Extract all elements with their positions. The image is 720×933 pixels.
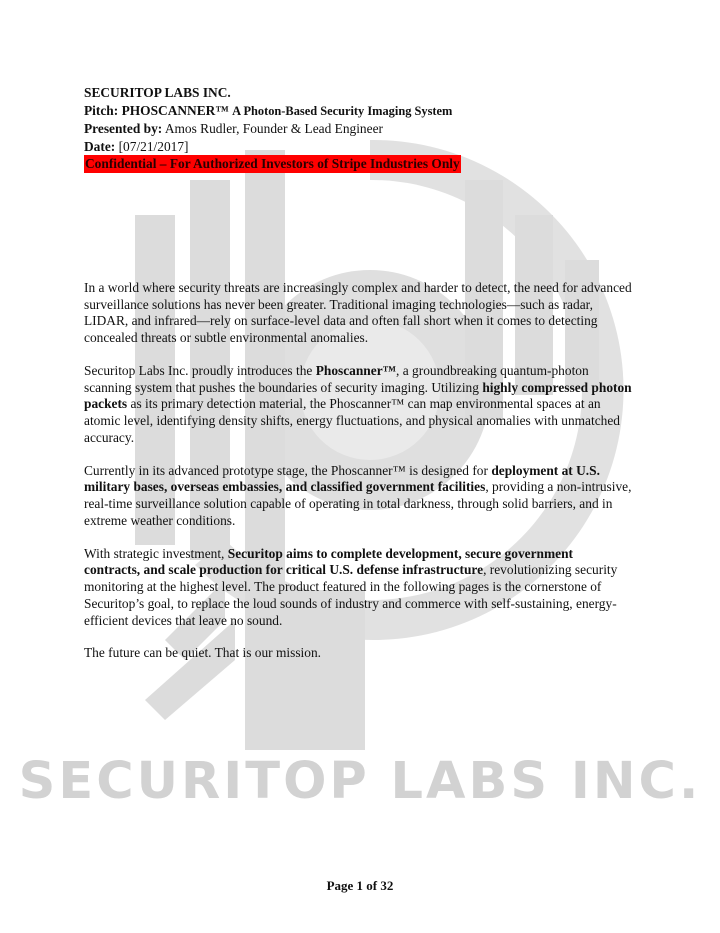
pitch-label: Pitch:	[84, 102, 119, 118]
paragraph-1: In a world where security threats are increasingly complex and harder to detect, the need for advanced surveillance solutions has never been greater. Traditional imaging technologies—such as radar, LIDAR, and infrared—rely on surface-level data and often fall short when it comes to detecting concealed threats or subtle environmental anomalies.	[84, 280, 632, 346]
document-body	[84, 280, 632, 678]
confidential-banner: Confidential – For Authorized Investors of Stripe Industries Only	[85, 156, 460, 171]
pitch-line	[84, 102, 461, 121]
presented-label: Presented by:	[84, 121, 163, 136]
company-name: SECURITOP LABS INC.	[84, 85, 231, 100]
pitch-product: PHOSCANNER™	[121, 102, 229, 118]
page-number: Page 1 of 32	[326, 878, 394, 893]
paragraph-2: Securitop Labs Inc. proudly introduces the Phoscanner™, a groundbreaking quantum-photon scanning system that pushes the boundaries of security imaging. Utilizing highly compressed photon packets as its primary detection material, the Phoscanner™ can map environmental spaces at an atomic level, identifying density shifts, energy fluctuations, and physical anomalies with unmatched accuracy.	[84, 363, 632, 445]
date-label: Date:	[84, 138, 116, 154]
watermark-text: SECURITOP LABS INC.	[18, 752, 702, 811]
paragraph-3: Currently in its advanced prototype stage, the Phoscanner™ is designed for deployment at U.S. military bases, overseas embassies, and classified government facilities, providing a non-intrusive, real-time surveillance solution capable of operating in total darkness, through solid barriers, and in extreme weather conditions.	[84, 462, 632, 528]
pitch-description: A Photon-Based Security Imaging System	[232, 103, 453, 118]
date-line	[84, 138, 461, 156]
date-value: [07/21/2017]	[118, 138, 189, 154]
presenter: Amos Rudler, Founder & Lead Engineer	[164, 121, 383, 136]
presented-by-line	[84, 120, 461, 138]
paragraph-5: The future can be quiet. That is our mission.	[84, 645, 322, 661]
paragraph-4: With strategic investment, Securitop aims to complete development, secure government contracts, and scale production for critical U.S. defense infrastructure, revolutionizing security monitoring at the highest level. The product featured in the following pages is the cornerstone of Securitop’s goal, to replace the loud sounds of industry and commerce with self-sustaining, energy-efficient devices that leave no sound.	[84, 545, 618, 628]
document-header	[84, 84, 461, 173]
